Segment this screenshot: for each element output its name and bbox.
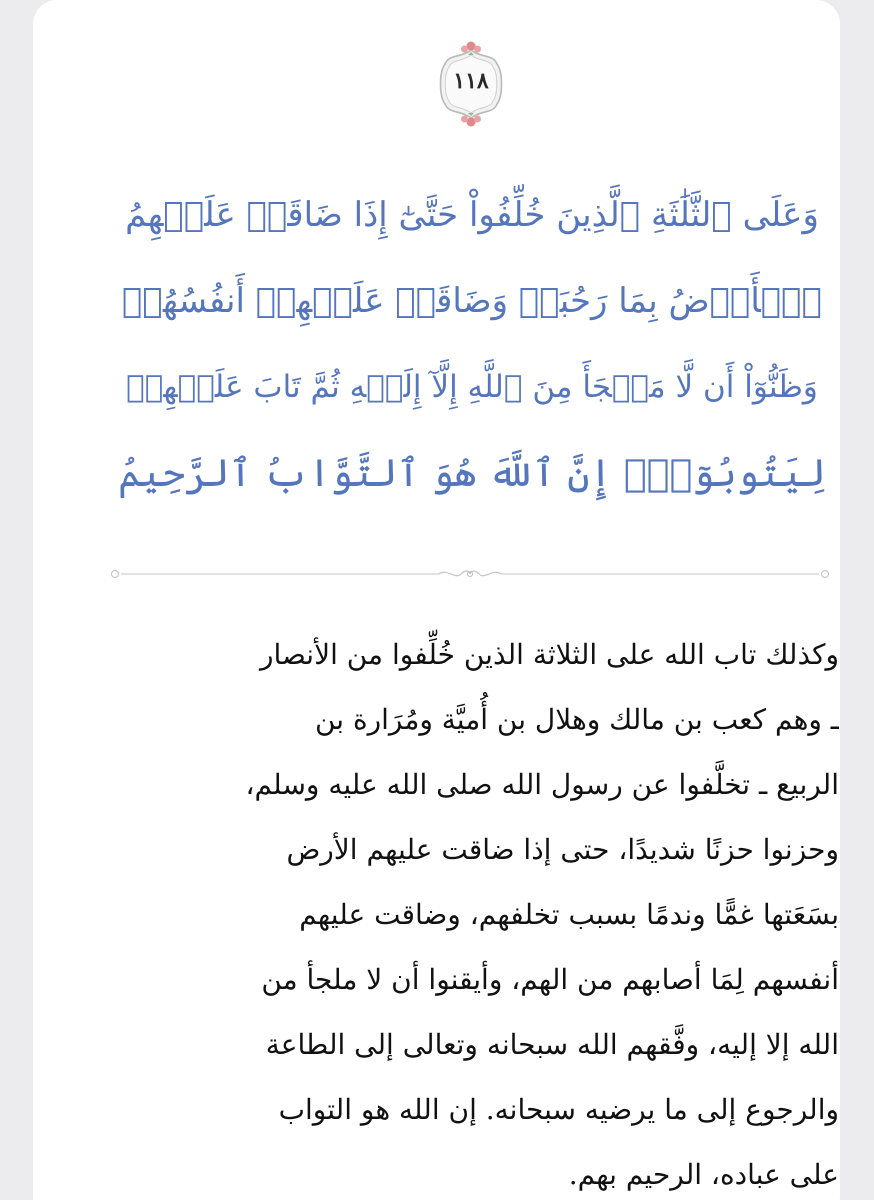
tafsir-line: الله إلا إليه، وفَّقهم الله سبحانه وتعالى إلى الطاعة (265, 1028, 839, 1061)
divider-ornament-icon (439, 571, 501, 577)
tafsir-line: ـ وهم كعب بن مالك وهلال بن أُميَّة ومُرَارة بن (314, 703, 839, 736)
tafsir-line: والرجوع إلى ما يرضيه سبحانه. إن الله هو التواب (278, 1093, 839, 1126)
tafsir-line: وحزنوا حزنًا شديدًا، حتى إذا ضاقت عليهم الأرض (286, 833, 839, 866)
tafsir-line: على عباده، الرحيم بهم. (568, 1158, 839, 1191)
verse-line: ٱلۡأَرۡضُ بِمَا رَحُبَتۡ وَضَاقَتۡ عَلَيۡهِمۡ أَنفُسُهُمۡ (122, 281, 822, 321)
tafsir-line: أنفسهم لِمَا أصابهم من الهم، وأيقنوا أن لا ملجأ من (261, 963, 839, 996)
verse-number: ١١٨ (453, 68, 489, 94)
tafsir-text (111, 622, 839, 1200)
content-card (33, 0, 840, 1200)
quran-verse (117, 172, 827, 516)
verse-line: وَعَلَى ٱلثَّلَٰثَةِ ٱلَّذِينَ خُلِّفُواْ حَتَّىٰٓ إِذَا ضَاقَتۡ عَلَيۡهِمُ (125, 195, 819, 235)
tafsir-line: وكذلك تاب الله على الثلاثة الذين خُلِّفوا من الأنصار (259, 638, 839, 671)
tafsir-line: الربيع ـ تخلَّفوا عن رسول الله صلى الله عليه وسلم، (245, 768, 839, 801)
verse-number-badge (433, 38, 509, 130)
verse-line: وَظَنُّوٓاْ أَن لَّا مَلۡجَأَ مِنَ ٱللَّهِ إِلَّآ إِلَيۡهِ ثُمَّ تَابَ عَلَيۡهِمۡ (126, 369, 818, 405)
verse-line: لِيَتُوبُوٓاْۚ إِنَّ ٱللَّهَ هُوَ ٱلتَّوَّابُ ٱلرَّحِيمُ (118, 451, 826, 495)
tafsir-line: بسَعَتها غمًّا وندمًا بسبب تخلفهم، وضاقت عليهم (299, 898, 839, 931)
ornamental-divider (109, 566, 831, 582)
